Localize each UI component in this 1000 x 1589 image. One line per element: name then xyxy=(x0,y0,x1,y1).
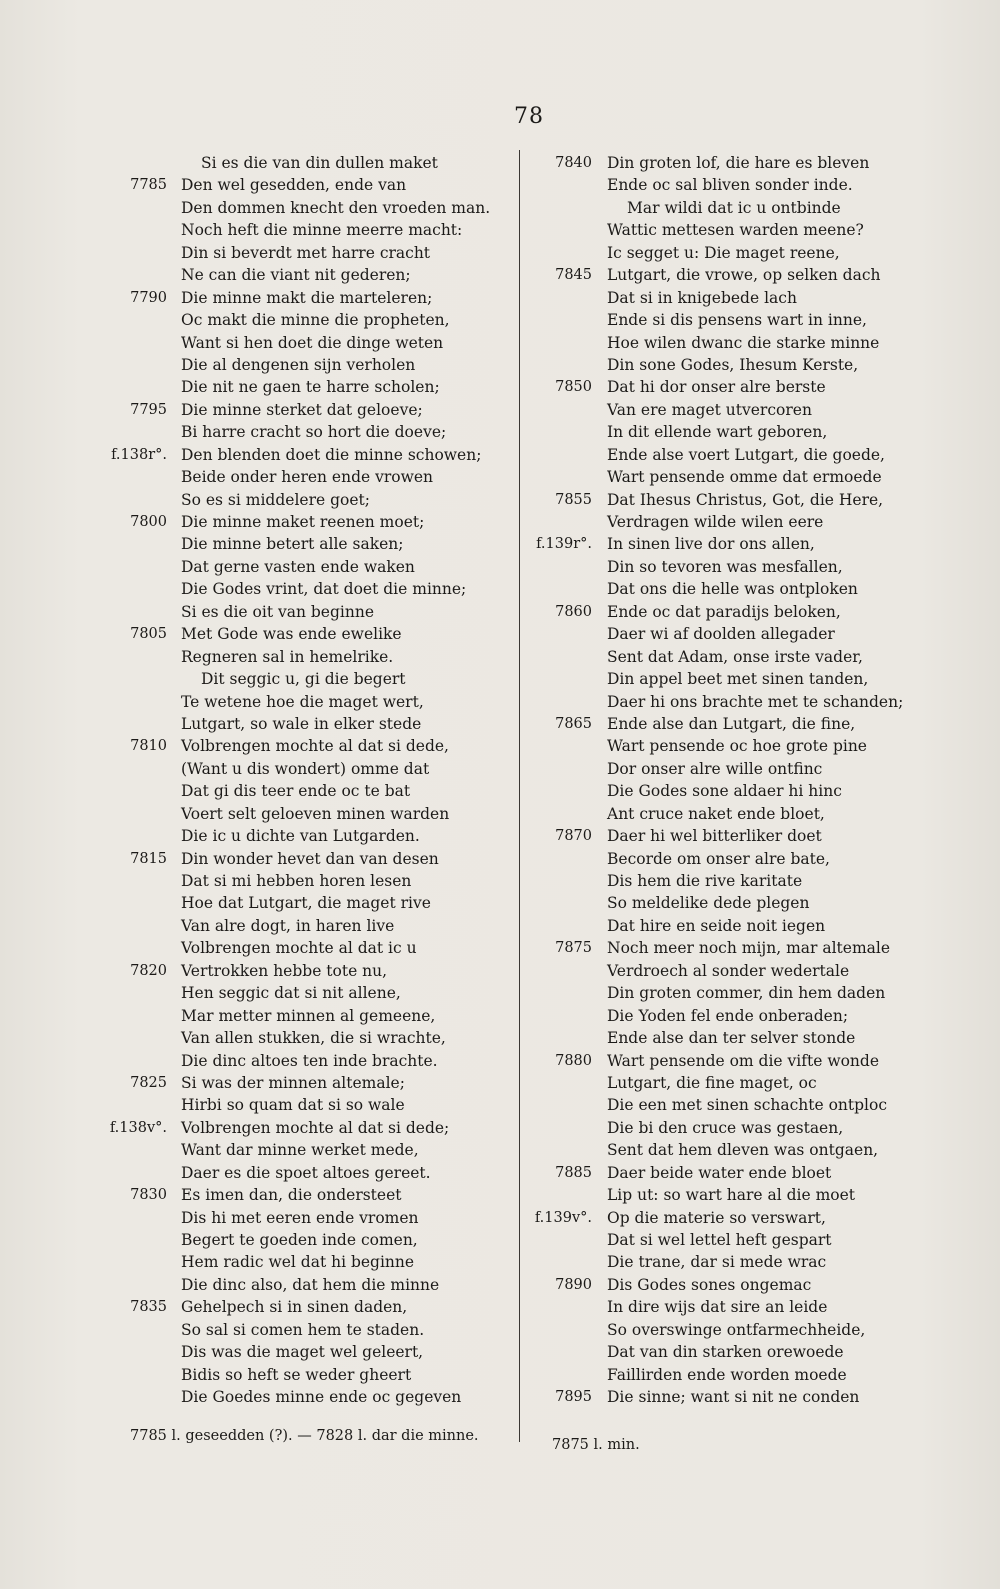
verse-line xyxy=(528,825,898,847)
page-number: 78 xyxy=(514,104,544,129)
verse-text: Ne can die viant nit gederen; xyxy=(181,266,411,285)
verse-line xyxy=(528,489,898,511)
line-number: f.139r°. xyxy=(536,536,592,553)
line-number: 7875 xyxy=(555,940,592,957)
verse-line xyxy=(528,1207,898,1229)
verse-text: In dire wijs dat sire an leide xyxy=(607,1298,828,1317)
verse-text: In sinen live dor ons allen, xyxy=(607,535,815,554)
verse-text: Den blenden doet die minne schowen; xyxy=(181,445,482,464)
verse-line xyxy=(103,870,508,892)
verse-text: Si es die van din dullen maket xyxy=(201,154,438,172)
verse-text: Ant cruce naket ende bloet, xyxy=(607,804,825,823)
column-divider xyxy=(519,150,520,1442)
verse-text: Dor onser alre wille ontfinc xyxy=(607,759,823,778)
verse-text: Den wel gesedden, ende van xyxy=(181,176,407,195)
verse-line xyxy=(103,354,508,376)
verse-text: Want dar minne werket mede, xyxy=(181,1141,419,1160)
verse-text: Ende alse dan ter selver stonde xyxy=(607,1029,856,1048)
verse-text: Lutgart, so wale in elker stede xyxy=(181,714,422,733)
verse-text: Bidis so heft se weder gheert xyxy=(181,1365,412,1384)
verse-text: Die minne maket reenen moet; xyxy=(181,513,425,531)
verse-text: In dit ellende wart geboren, xyxy=(607,423,828,442)
verse-text: Die nit ne gaen te harre scholen; xyxy=(181,378,440,397)
verse-line xyxy=(103,1184,508,1206)
verse-text: Wattic mettesen warden meene? xyxy=(607,221,864,240)
verse-line xyxy=(528,1184,898,1206)
verse-line xyxy=(528,264,898,286)
verse-line xyxy=(528,309,898,331)
verse-line xyxy=(103,264,508,286)
line-number: 7800 xyxy=(130,514,167,530)
verse-line xyxy=(103,399,508,421)
verse-line xyxy=(103,713,508,735)
verse-line xyxy=(528,937,898,959)
verse-text: Hoe wilen dwanc die starke minne xyxy=(607,333,880,352)
line-number: 7870 xyxy=(555,828,592,845)
footnote-right: 7875 l. min. xyxy=(552,1437,640,1453)
line-number: 7815 xyxy=(130,850,167,867)
verse-text: Oc makt die minne die propheten, xyxy=(181,311,450,330)
verse-line xyxy=(103,1094,508,1116)
line-number: f.139v°. xyxy=(534,1209,592,1226)
verse-line xyxy=(528,242,898,264)
verse-line xyxy=(528,1117,898,1139)
verse-text: Die minne makt die marteleren; xyxy=(181,288,433,307)
line-number: 7850 xyxy=(555,379,592,396)
verse-line xyxy=(103,421,508,443)
verse-line xyxy=(528,376,898,398)
verse-text: Ende alse dan Lutgart, die fine, xyxy=(607,714,856,733)
line-number: 7805 xyxy=(130,626,167,643)
line-number: 7885 xyxy=(555,1164,592,1181)
line-number: 7895 xyxy=(555,1389,592,1406)
verse-text: Din si beverdt met harre cracht xyxy=(181,243,431,262)
verse-text: Din appel beet met sinen tanden, xyxy=(607,670,869,689)
verse-text: Hen seggic dat si nit allene, xyxy=(181,984,401,1003)
line-number: 7830 xyxy=(130,1187,167,1204)
verse-text: Dis Godes sones ongemac xyxy=(607,1275,812,1294)
verse-line xyxy=(103,376,508,398)
verse-line xyxy=(528,960,898,982)
verse-line xyxy=(103,1207,508,1229)
footnote-left: 7785 l. geseedden (?). — 7828 l. dar die minne. xyxy=(130,1428,479,1444)
verse-text: Din wonder hevet dan van desen xyxy=(181,849,439,868)
verse-text: Faillirden ende worden moede xyxy=(607,1365,847,1384)
verse-text: Die dinc also, dat hem die minne xyxy=(181,1275,440,1294)
line-number: 7795 xyxy=(130,401,167,418)
verse-text: Verdragen wilde wilen eere xyxy=(607,513,824,531)
verse-text: So es si middelere goet; xyxy=(181,490,370,509)
verse-text: Dat hi dor onser alre berste xyxy=(607,378,826,397)
verse-text: Van allen stukken, die si wrachte, xyxy=(181,1029,446,1048)
verse-text: Dat si wel lettel heft gespart xyxy=(607,1231,832,1249)
verse-line xyxy=(103,1117,508,1139)
verse-text: Noch heft die minne meerre macht: xyxy=(181,221,463,240)
verse-line xyxy=(528,1341,898,1363)
verse-text: Ic segget u: Die maget reene, xyxy=(607,243,840,262)
verse-line xyxy=(528,646,898,668)
verse-text: Din groten commer, din hem daden xyxy=(607,984,886,1003)
verse-line xyxy=(103,1027,508,1049)
verse-text: Lip ut: so wart hare al die moet xyxy=(607,1186,856,1205)
line-number: 7825 xyxy=(130,1074,167,1091)
verse-line xyxy=(528,332,898,354)
verse-line xyxy=(528,1364,898,1386)
verse-line xyxy=(103,1319,508,1341)
verse-text: Sent dat Adam, onse irste vader, xyxy=(607,647,863,666)
line-number: 7810 xyxy=(130,738,167,755)
verse-text: Hem radic wel dat hi beginne xyxy=(181,1253,415,1272)
verse-line xyxy=(103,758,508,780)
verse-text: Daer hi wel bitterliker doet xyxy=(607,827,822,846)
verse-line xyxy=(103,533,508,555)
verse-text: Van ere maget utvercoren xyxy=(607,400,812,419)
verse-line xyxy=(103,489,508,511)
line-number: 7790 xyxy=(130,289,167,306)
verse-line xyxy=(528,1229,898,1251)
verse-text: Dat Ihesus Christus, Got, die Here, xyxy=(607,490,884,509)
verse-text: Die sinne; want si nit ne conden xyxy=(607,1388,860,1407)
verse-line xyxy=(103,152,508,174)
verse-text: Wart pensende oc hoe grote pine xyxy=(607,737,867,756)
verse-line xyxy=(103,556,508,578)
verse-line xyxy=(528,1050,898,1072)
verse-line xyxy=(528,803,898,825)
verse-line xyxy=(103,601,508,623)
verse-text: Mar wildi dat ic u ontbinde xyxy=(627,198,841,217)
verse-line xyxy=(103,915,508,937)
verse-text: Die Godes sone aldaer hi hinc xyxy=(607,782,842,801)
verse-line xyxy=(528,1027,898,1049)
line-number: 7840 xyxy=(555,155,592,171)
verse-line xyxy=(528,354,898,376)
verse-line xyxy=(528,1319,898,1341)
line-number: 7855 xyxy=(555,491,592,508)
verse-line xyxy=(528,892,898,914)
verse-text: Lutgart, die vrowe, op selken dach xyxy=(607,266,881,285)
verse-text: Verdroech al sonder wedertale xyxy=(607,961,850,980)
verse-line xyxy=(528,219,898,241)
verse-text: Hoe dat Lutgart, die maget rive xyxy=(181,894,431,913)
verse-text: Den dommen knecht den vroeden man. xyxy=(181,198,491,217)
verse-line xyxy=(528,915,898,937)
verse-text: Die bi den cruce was gestaen, xyxy=(607,1118,844,1137)
verse-text: Want si hen doet die dinge weten xyxy=(181,333,444,352)
verse-text: Dat si mi hebben horen lesen xyxy=(181,872,412,890)
line-number: f.138v°. xyxy=(109,1119,167,1136)
line-number: f.138r°. xyxy=(111,446,167,463)
verse-text: Ende alse voert Lutgart, die goede, xyxy=(607,445,885,464)
verse-text: Die minne sterket dat geloeve; xyxy=(181,400,423,419)
verse-text: Becorde om onser alre bate, xyxy=(607,849,830,868)
verse-line xyxy=(528,174,898,196)
verse-line xyxy=(103,1005,508,1027)
verse-text: Ende si dis pensens wart in inne, xyxy=(607,311,867,330)
verse-line xyxy=(103,1364,508,1386)
verse-line xyxy=(528,399,898,421)
verse-text: Dat gi dis teer ende oc te bat xyxy=(181,782,411,801)
verse-line xyxy=(103,1386,508,1408)
verse-text: Die minne betert alle saken; xyxy=(181,535,404,554)
verse-line xyxy=(103,960,508,982)
verse-text: Mar metter minnen al gemeene, xyxy=(181,1006,436,1025)
verse-text: Daer hi ons brachte met te schanden; xyxy=(607,692,904,711)
verse-line xyxy=(103,578,508,600)
verse-line xyxy=(103,623,508,645)
verse-line xyxy=(103,1050,508,1072)
verse-line xyxy=(528,444,898,466)
verse-text: Hirbi so quam dat si so wale xyxy=(181,1096,405,1115)
verse-line xyxy=(103,1251,508,1273)
verse-text: Die trane, dar si mede wrac xyxy=(607,1253,827,1272)
verse-text: Met Gode was ende ewelike xyxy=(181,625,402,644)
verse-text: Din groten lof, die hare es bleven xyxy=(607,154,870,172)
verse-text: So overswinge ontfarmechheide, xyxy=(607,1320,866,1339)
verse-line xyxy=(103,1229,508,1251)
verse-text: Vertrokken hebbe tote nu, xyxy=(181,961,388,980)
verse-text: Din so tevoren was mesfallen, xyxy=(607,557,843,576)
verse-text: Lutgart, die fine maget, oc xyxy=(607,1073,817,1092)
verse-text: Volbrengen mochte al dat ic u xyxy=(181,939,417,958)
verse-text: Regneren sal in hemelrike. xyxy=(181,647,394,666)
verse-text: Te wetene hoe die maget wert, xyxy=(181,692,424,711)
verse-line xyxy=(103,780,508,802)
verse-line xyxy=(103,1139,508,1161)
verse-line xyxy=(103,691,508,713)
verse-text: Dit seggic u, gi die begert xyxy=(201,670,406,689)
verse-text: Si was der minnen altemale; xyxy=(181,1073,405,1092)
verse-line xyxy=(103,848,508,870)
verse-text: Die ic u dichte van Lutgarden. xyxy=(181,827,420,846)
line-number: 7890 xyxy=(555,1276,592,1293)
verse-line xyxy=(103,1072,508,1094)
verse-line xyxy=(103,466,508,488)
verse-text: Die Yoden fel ende onberaden; xyxy=(607,1006,849,1025)
verse-line xyxy=(528,1005,898,1027)
verse-text: Die een met sinen schachte ontploc xyxy=(607,1096,888,1115)
line-number: 7785 xyxy=(130,177,167,194)
verse-line xyxy=(103,937,508,959)
verse-line xyxy=(528,152,898,174)
line-number: 7835 xyxy=(130,1299,167,1316)
verse-line xyxy=(528,1072,898,1094)
verse-line xyxy=(528,1139,898,1161)
verse-line xyxy=(103,242,508,264)
verse-text: Wart pensende om die vifte wonde xyxy=(607,1051,879,1070)
verse-line xyxy=(103,825,508,847)
verse-text: Die Godes vrint, dat doet die minne; xyxy=(181,580,467,599)
verse-text: Din sone Godes, Ihesum Kerste, xyxy=(607,355,859,374)
verse-line xyxy=(528,1296,898,1318)
verse-text: Sent dat hem dleven was ontgaen, xyxy=(607,1141,879,1160)
verse-line xyxy=(528,848,898,870)
verse-text: Ende oc dat paradijs beloken, xyxy=(607,602,841,621)
verse-text: Voert selt geloeven minen warden xyxy=(181,804,450,823)
verse-text: Gehelpech si in sinen daden, xyxy=(181,1298,408,1317)
verse-line xyxy=(103,219,508,241)
verse-line xyxy=(103,1341,508,1363)
verse-text: Si es die oit van beginne xyxy=(181,602,375,621)
verse-text: Dis hem die rive karitate xyxy=(607,872,803,890)
verse-line xyxy=(528,758,898,780)
verse-text: Die al dengenen sijn verholen xyxy=(181,355,416,374)
verse-text: Op die materie so verswart, xyxy=(607,1208,826,1227)
verse-line xyxy=(528,533,898,555)
verse-text: Daer es die spoet altoes gereet. xyxy=(181,1163,431,1182)
verse-line xyxy=(103,982,508,1004)
verse-line xyxy=(528,735,898,757)
verse-line xyxy=(103,511,508,533)
verse-line xyxy=(528,556,898,578)
verse-text: So sal si comen hem te staden. xyxy=(181,1320,425,1339)
verse-text: Dat gerne vasten ende waken xyxy=(181,557,415,576)
verse-text: Beide onder heren ende vrowen xyxy=(181,468,434,487)
verse-text: Dis hi met eeren ende vromen xyxy=(181,1208,419,1227)
verse-text: Es imen dan, die ondersteet xyxy=(181,1186,402,1205)
verse-text: Dat hire en seide noit iegen xyxy=(607,916,826,935)
verse-line xyxy=(103,1162,508,1184)
verse-line xyxy=(103,444,508,466)
verse-text: Volbrengen mochte al dat si dede; xyxy=(181,1118,450,1137)
verse-line xyxy=(103,309,508,331)
left-text-column xyxy=(103,152,508,1409)
verse-line xyxy=(528,691,904,713)
verse-text: Dat si in knigebede lach xyxy=(607,288,797,307)
verse-line xyxy=(528,668,898,690)
verse-text: Dis was die maget wel geleert, xyxy=(181,1343,424,1362)
verse-text: (Want u dis wondert) omme dat xyxy=(181,759,430,778)
verse-line xyxy=(528,982,898,1004)
line-number: 7820 xyxy=(130,962,167,979)
verse-line xyxy=(528,511,898,533)
verse-line xyxy=(103,646,508,668)
verse-text: Noch meer noch mijn, mar altemale xyxy=(607,939,891,958)
verse-text: Volbrengen mochte al dat si dede, xyxy=(181,737,449,756)
verse-line xyxy=(528,197,898,219)
verse-line xyxy=(528,287,898,309)
verse-line xyxy=(103,174,508,196)
verse-text: Bi harre cracht so hort die doeve; xyxy=(181,423,447,442)
verse-text: Ende oc sal bliven sonder inde. xyxy=(607,176,853,195)
line-number: 7860 xyxy=(555,603,592,620)
verse-line xyxy=(103,332,508,354)
line-number: 7845 xyxy=(555,267,592,284)
verse-line xyxy=(103,1274,508,1296)
verse-line xyxy=(528,421,898,443)
verse-line xyxy=(103,197,508,219)
verse-line xyxy=(103,735,508,757)
verse-text: Die dinc altoes ten inde brachte. xyxy=(181,1051,438,1070)
verse-line xyxy=(528,1274,898,1296)
verse-line xyxy=(103,1296,508,1318)
line-number: 7880 xyxy=(555,1052,592,1069)
verse-line xyxy=(103,803,508,825)
verse-line xyxy=(528,780,898,802)
line-number: 7865 xyxy=(555,715,592,732)
verse-text: Wart pensende omme dat ermoede xyxy=(607,468,882,487)
verse-line xyxy=(528,1251,898,1273)
verse-line xyxy=(528,1386,898,1408)
verse-text: Daer wi af doolden allegader xyxy=(607,625,835,644)
verse-text: So meldelike dede plegen xyxy=(607,894,810,913)
verse-text: Dat ons die helle was ontploken xyxy=(607,580,858,599)
verse-line xyxy=(103,287,508,309)
verse-line xyxy=(528,578,898,600)
verse-line xyxy=(528,713,898,735)
verse-text: Begert te goeden inde comen, xyxy=(181,1231,418,1249)
verse-text: Daer beide water ende bloet xyxy=(607,1163,832,1182)
verse-text: Van alre dogt, in haren live xyxy=(181,916,395,935)
verse-line xyxy=(528,623,898,645)
verse-line xyxy=(528,1094,898,1116)
verse-line xyxy=(103,668,508,690)
verse-line xyxy=(528,466,898,488)
verse-line xyxy=(528,870,898,892)
right-text-column xyxy=(528,152,904,1409)
verse-line xyxy=(103,892,508,914)
verse-line xyxy=(528,601,898,623)
verse-text: Dat van din starken orewoede xyxy=(607,1343,844,1362)
verse-text: Die Goedes minne ende oc gegeven xyxy=(181,1388,462,1407)
verse-line xyxy=(528,1162,898,1184)
